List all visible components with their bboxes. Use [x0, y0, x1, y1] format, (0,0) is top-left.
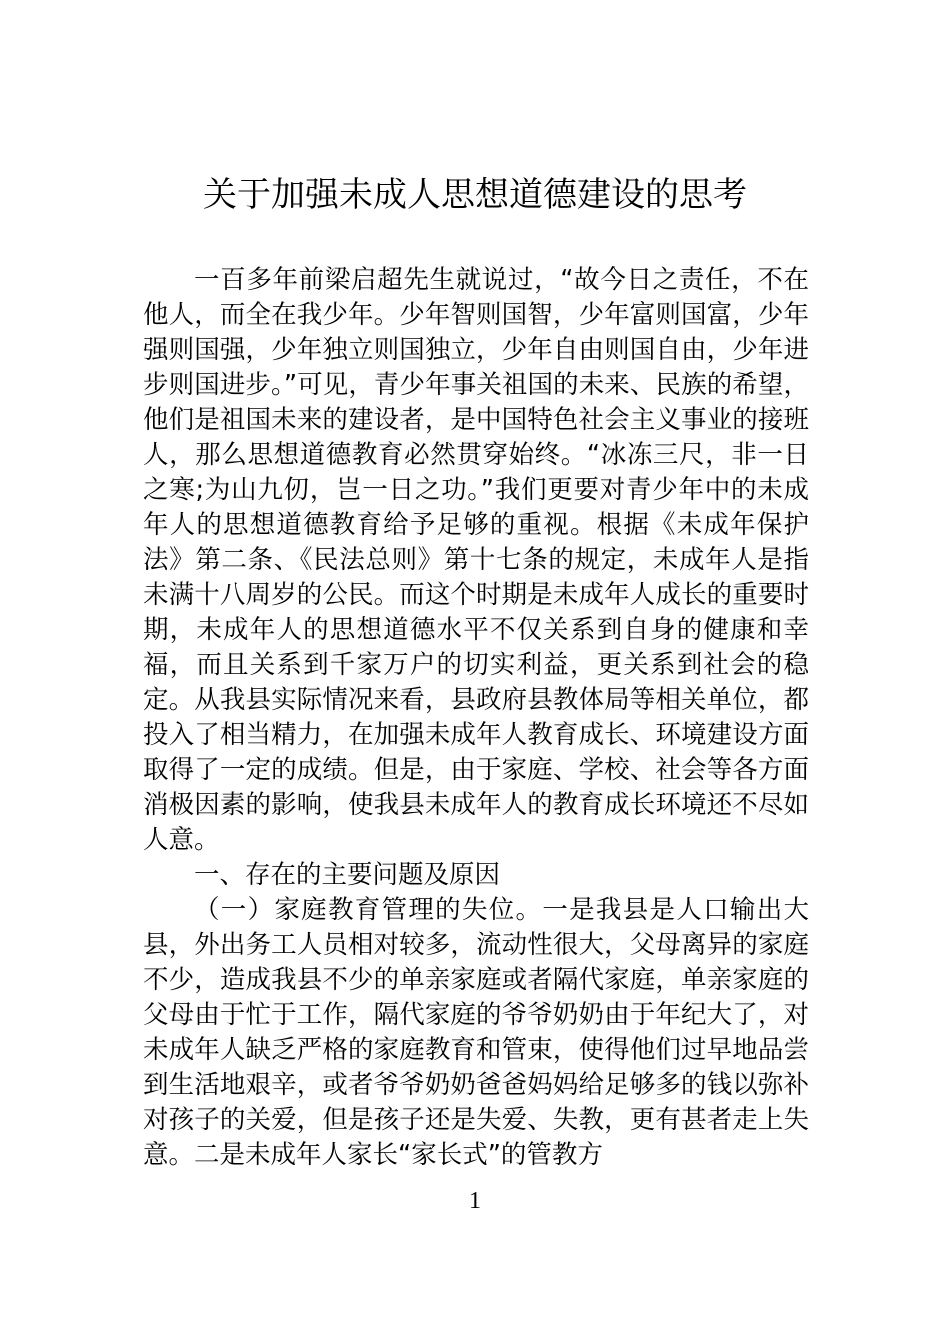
paragraph-intro: 一百多年前梁启超先生就说过，“故今日之责任，不在他人，而全在我少年。少年智则国智，少年富则国富，少年强则国强，少年独立则国独立，少年自由则国自由，少年进步则国进步。”可见，青少年事关祖国的未来、民族的希望，他们是祖国未来的建设者，是中国特色社会主义事业的接班人，那么思想道德教育必然贯穿始终。“冰冻三尺，非一日之寒;为山九仞，岂一日之功。”我们更要对青少年中的未成年人的思想道德教育给予足够的重视。根据《未成年保护法》第二条、《民法总则》第十七条的规定，未成年人是指未满十八周岁的公民。而这个时期是未成年人成长的重要时期，未成年人的思想道德水平不仅关系到自身的健康和幸福，而且关系到千家万户的切实利益，更关系到社会的稳定。从我县实际情况来看，县政府县教体局等相关单位，都投入了相当精力，在加强未成年人教育成长、环境建设方面取得了一定的成绩。但是，由于家庭、学校、社会等各方面消极因素的影响，使我县未成年人的教育成长环境还不尽如人意。	[143, 265, 809, 855]
document-title: 关于加强未成人思想道德建设的思考	[203, 175, 747, 215]
page-number: 1	[469, 1188, 481, 1214]
document-body	[143, 263, 809, 1173]
paragraph-family-education: （一）家庭教育管理的失位。一是我县是人口输出大县，外出务工人员相对较多，流动性很大，父母离异的家庭不少，造成我县不少的单亲家庭或者隔代家庭，单亲家庭的父母由于忙于工作，隔代家庭的爷爷奶奶由于年纪大了，对未成年人缺乏严格的家庭教育和管束，使得他们过早地品尝到生活地艰辛，或者爷爷奶奶爸爸妈妈给足够多的钱以弥补对孩子的关爱，但是孩子还是失爱、失教，更有甚者走上失意。二是未成年人家长“家长式”的管教方	[143, 895, 809, 1170]
section-heading: 一、存在的主要问题及原因	[194, 860, 501, 890]
